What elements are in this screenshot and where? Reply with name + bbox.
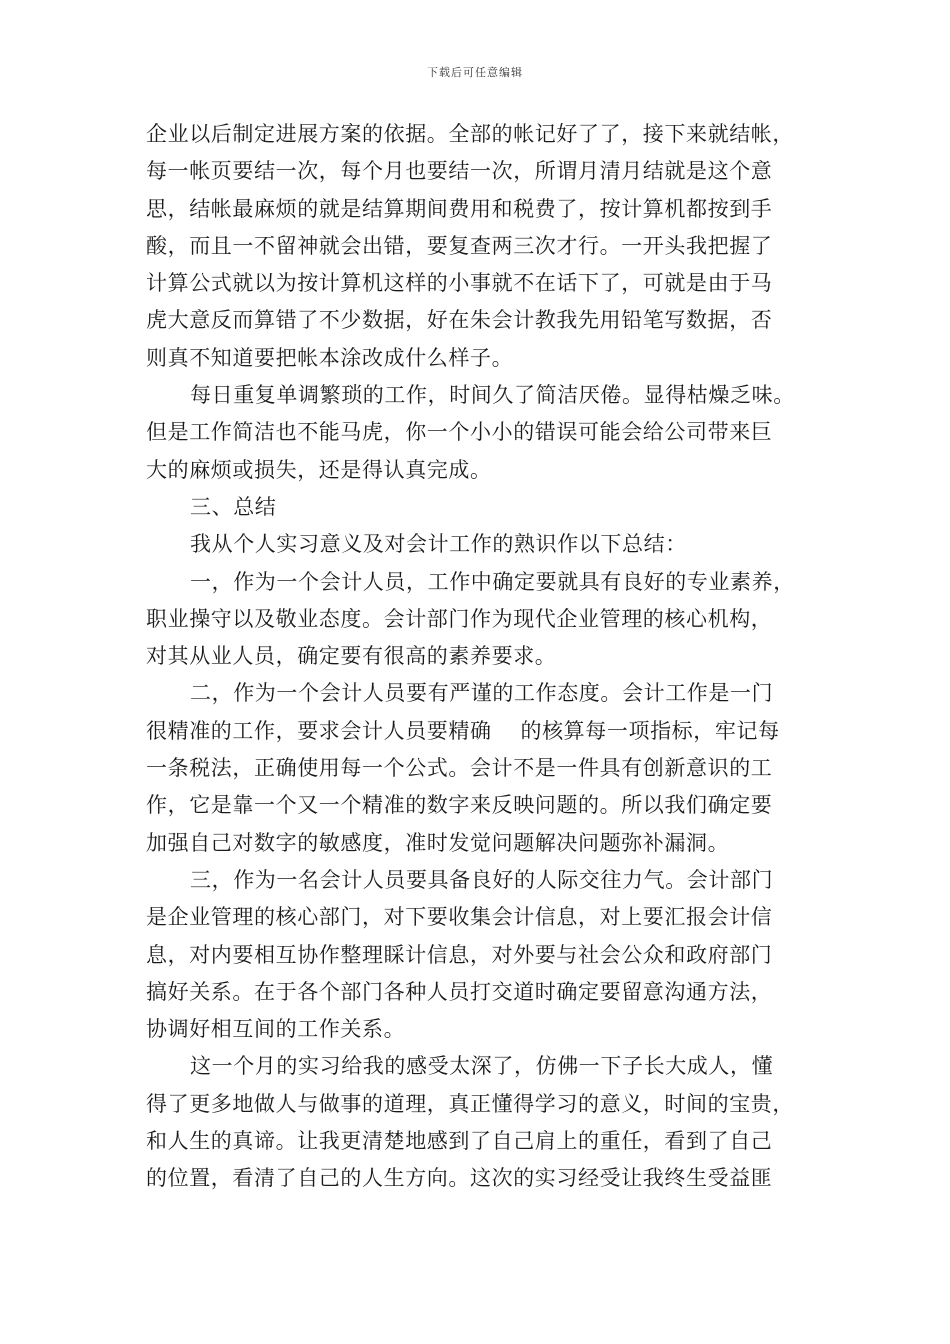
text-line: 企业以后制定进展方案的依据。全部的帐记好了了，接下来就结帐， [146,122,794,146]
text-line: 这一个月的实习给我的感受太深了，仿佛一下子长大成人，懂 [190,1054,774,1079]
text-line: 搞好关系。在于各个部门各种人员打交道时确定要留意沟通方法， [146,979,773,1004]
text-line: 是企业管理的核心部门，对下要收集会计信息，对上要汇报会计信 [146,905,773,930]
text-line: 作，它是靠一个又一个精准的数字来反映问题的。所以我们确定要 [146,793,773,818]
text-line: 对其从业人员，确定要有很高的素养要求。 [146,644,557,669]
text-line: 虎大意反而算错了不少数据，好在朱会计教我先用铅笔写数据，否 [146,308,773,333]
text-line: 的位置，看清了自己的人生方向。这次的实习经受让我终生受益匪 [146,1166,773,1191]
text-line: 一条税法，正确使用每一个公式。会计不是一件具有创新意识的工 [146,756,773,781]
text-line: 得了更多地做人与做事的道理，真正懂得学习的意义，时间的宝贵， [146,1091,794,1116]
text-line: 大的麻烦或损失，还是得认真完成。 [146,457,492,482]
text-line: 但是工作简洁也不能马虎，你一个小小的错误可能会给公司带来巨 [146,420,773,445]
text-line: 则真不知道要把帐本涂改成什么样子。 [146,345,514,370]
text-line: 每一帐页要结一次，每个月也要结一次，所谓月清月结就是这个意 [146,159,773,184]
text-line: 息，对内要相互协作整理睬计信息，对外要与社会公众和政府部门 [146,942,773,967]
text-line: 三、总结 [190,494,277,519]
page-header-note: 下载后可任意编辑 [427,66,523,79]
text-line: 二，作为一个会计人员要有严谨的工作态度。会计工作是一门 [190,681,774,706]
text-line: 协调好相互间的工作关系。 [146,1017,406,1042]
text-line: 我从个人实习意义及对会计工作的熟识作以下总结： [190,532,687,557]
text-line: 加强自己对数字的敏感度，准时发觉问题解决问题弥补漏洞。 [146,830,730,855]
text-line: 思，结帐最麻烦的就是结算期间费用和税费了，按计算机都按到手 [146,196,773,221]
text-line: 职业操守以及敬业态度。会计部门作为现代企业管理的核心机构， [146,606,773,631]
text-line: 计算公式就以为按计算机这样的小事就不在话下了，可就是由于马 [146,271,773,296]
text-line: 很精准的工作，要求会计人员要精确 的核算每一项指标，牢记每 [146,718,780,743]
text-line: 每日重复单调繁琐的工作，时间久了简洁厌倦。显得枯燥乏味。 [190,383,795,408]
text-line: 酸，而且一不留神就会出错，要复查两三次才行。一开头我把握了 [146,233,773,258]
text-line: 和人生的真谛。让我更清楚地感到了自己肩上的重任，看到了自己 [146,1129,773,1154]
text-line: 一，作为一个会计人员，工作中确定要就具有良好的专业素养， [190,569,795,594]
document-body [146,116,816,1198]
text-line: 三，作为一名会计人员要具备良好的人际交往力气。会计部门 [190,867,774,892]
